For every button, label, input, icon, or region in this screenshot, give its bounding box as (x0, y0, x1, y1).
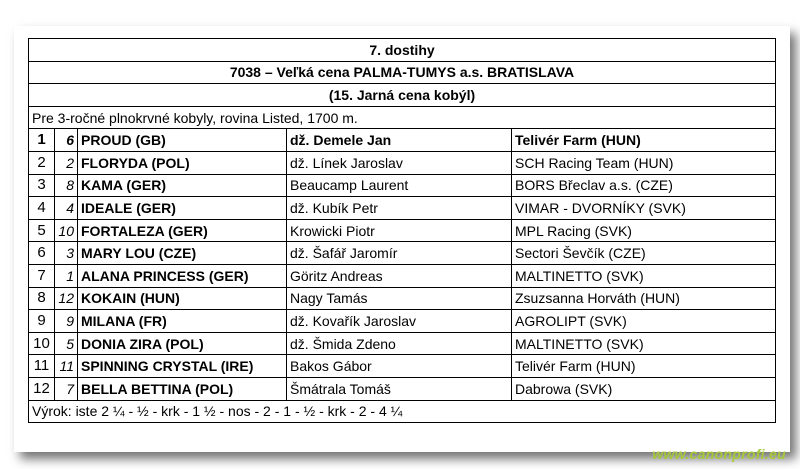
result-row (29, 355, 776, 378)
result-place: 4 (29, 197, 55, 220)
race-subtitle: (15. Jarná cena kobýl) (29, 84, 776, 107)
result-horse: ALANA PRINCESS (GER) (78, 264, 287, 287)
result-jockey: Beaucamp Laurent (287, 174, 512, 197)
result-owner: Dabrowa (SVK) (512, 377, 776, 400)
result-jockey: dž. Kubík Petr (287, 197, 512, 220)
result-place: 6 (29, 242, 55, 265)
result-horse: MILANA (FR) (78, 310, 287, 333)
result-owner: Telivér Farm (HUN) (512, 355, 776, 378)
result-row (29, 151, 776, 174)
result-number: 11 (55, 355, 78, 378)
result-number: 7 (55, 377, 78, 400)
result-owner: AGROLIPT (SVK) (512, 310, 776, 333)
result-row (29, 219, 776, 242)
result-number: 10 (55, 219, 78, 242)
result-horse: KOKAIN (HUN) (78, 287, 287, 310)
result-place: 5 (29, 219, 55, 242)
result-place: 12 (29, 377, 55, 400)
result-row (29, 264, 776, 287)
race-margins-row (29, 400, 776, 423)
result-owner: Zsuzsanna Horváth (HUN) (512, 287, 776, 310)
result-horse: IDEALE (GER) (78, 197, 287, 220)
result-jockey: Krowicki Piotr (287, 219, 512, 242)
result-place: 2 (29, 151, 55, 174)
result-place: 8 (29, 287, 55, 310)
race-margins: Výrok: iste 2 ¼ - ½ - krk - 1 ½ - nos - 2 - 1 - ½ - krk - 2 - 4 ¼ (29, 400, 776, 423)
result-row (29, 242, 776, 265)
result-row (29, 197, 776, 220)
result-number: 8 (55, 174, 78, 197)
result-owner: BORS Břeclav a.s. (CZE) (512, 174, 776, 197)
result-place: 7 (29, 264, 55, 287)
race-conditions: Pre 3-ročné plnokrvné kobyly, rovina Listed, 1700 m. (29, 106, 776, 129)
race-title-row (29, 39, 776, 62)
result-owner: Sectori Ševčík (CZE) (512, 242, 776, 265)
result-row (29, 174, 776, 197)
result-row (29, 332, 776, 355)
result-horse: FLORYDA (POL) (78, 151, 287, 174)
result-horse: DONIA ZIRA (POL) (78, 332, 287, 355)
result-number: 9 (55, 310, 78, 333)
result-owner: MPL Racing (SVK) (512, 219, 776, 242)
race-title: 7. dostihy (29, 39, 776, 62)
result-jockey: Nagy Tamás (287, 287, 512, 310)
result-row (29, 377, 776, 400)
result-number: 4 (55, 197, 78, 220)
result-horse: FORTALEZA (GER) (78, 219, 287, 242)
result-row (29, 310, 776, 333)
result-horse: PROUD (GB) (78, 129, 287, 152)
result-number: 1 (55, 264, 78, 287)
result-owner: SCH Racing Team (HUN) (512, 151, 776, 174)
result-jockey: dž. Línek Jaroslav (287, 151, 512, 174)
result-horse: BELLA BETTINA (POL) (78, 377, 287, 400)
result-jockey: dž. Šmida Zdeno (287, 332, 512, 355)
result-row (29, 287, 776, 310)
race-subtitle-row (29, 84, 776, 107)
result-row (29, 129, 776, 152)
result-place: 1 (29, 129, 55, 152)
result-jockey: Šmátrala Tomáš (287, 377, 512, 400)
result-number: 6 (55, 129, 78, 152)
result-jockey: Bakos Gábor (287, 355, 512, 378)
result-number: 12 (55, 287, 78, 310)
result-jockey: Göritz Andreas (287, 264, 512, 287)
result-owner: MALTINETTO (SVK) (512, 264, 776, 287)
result-horse: SPINNING CRYSTAL (IRE) (78, 355, 287, 378)
race-name: 7038 – Veľká cena PALMA-TUMYS a.s. BRATISLAVA (29, 61, 776, 84)
watermark: www.canonprofi.eu (652, 446, 786, 462)
result-number: 3 (55, 242, 78, 265)
result-number: 5 (55, 332, 78, 355)
race-conditions-row (29, 106, 776, 129)
result-owner: Telivér Farm (HUN) (512, 129, 776, 152)
race-name-row (29, 61, 776, 84)
result-horse: KAMA (GER) (78, 174, 287, 197)
result-owner: VIMAR - DVORNÍKY (SVK) (512, 197, 776, 220)
result-jockey: dž. Kovařík Jaroslav (287, 310, 512, 333)
result-place: 9 (29, 310, 55, 333)
result-number: 2 (55, 151, 78, 174)
result-owner: MALTINETTO (SVK) (512, 332, 776, 355)
race-results-table (28, 38, 776, 423)
result-jockey: dž. Demele Jan (287, 129, 512, 152)
result-place: 3 (29, 174, 55, 197)
result-place: 10 (29, 332, 55, 355)
result-jockey: dž. Šafář Jaromír (287, 242, 512, 265)
result-place: 11 (29, 355, 55, 378)
result-horse: MARY LOU (CZE) (78, 242, 287, 265)
